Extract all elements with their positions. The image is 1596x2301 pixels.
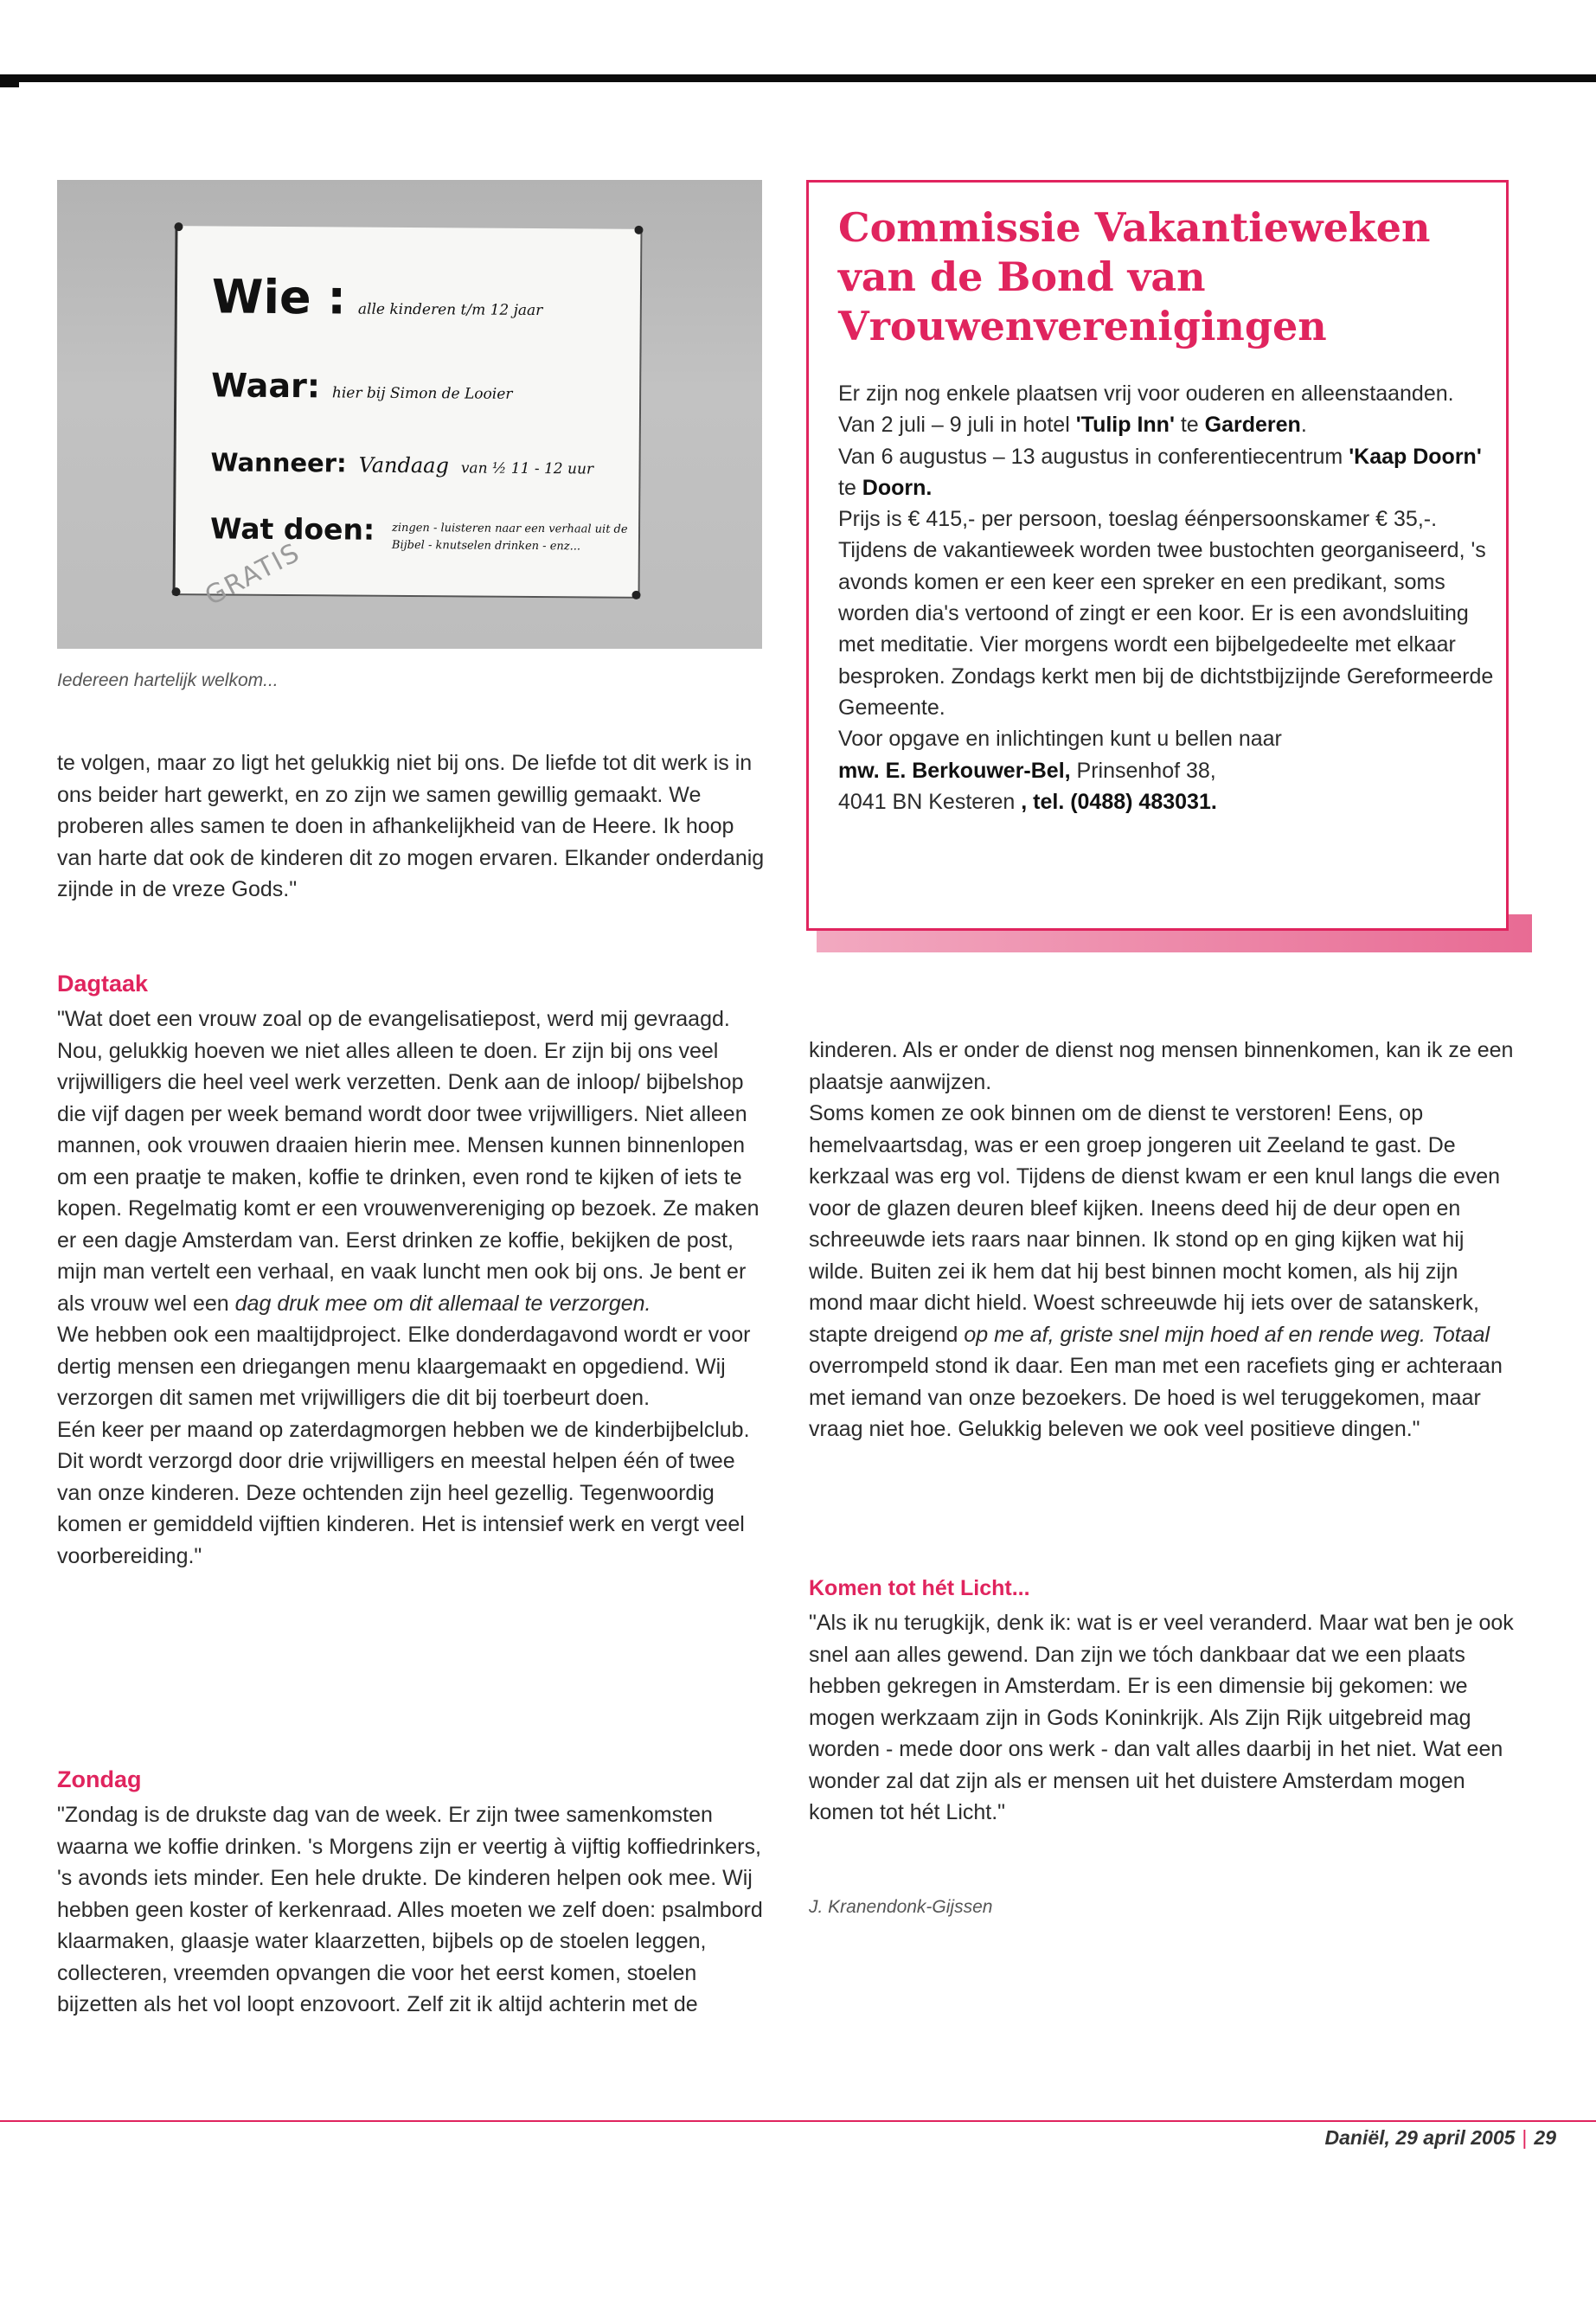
sign-wie-value: alle kinderen t/m 12 jaar: [357, 300, 543, 320]
right-para-2-end: overrompeld stond ik daar. Een man met een racefiets ging er achteraan met iemand van onze bezoekers. De hoed is wel teruggekomen, maar vraag niet hoe. Gelukkig beleven we ook veel positieve dingen.": [809, 1354, 1503, 1441]
pin-icon: [172, 587, 181, 596]
pin-icon: [631, 591, 640, 599]
sign-gratis: GRATIS: [200, 537, 306, 612]
heading-licht: Komen tot hét Licht...: [809, 1576, 1030, 1600]
notice-contact: [838, 755, 1496, 818]
footer-page-number: 29: [1534, 2126, 1556, 2149]
notice-para-5: Tijdens de vakantieweek worden twee bustochten georganiseerd, 's avonds komen er een keer een spreker en een predikant, soms worden dia's vertoond of zingt er een koor. Er is een avondsluiting met meditatie. Vier morgens wordt een bijbelgedeelte met elkaar besproken. Zondags kerkt men bij de dichtstbijzijnde Gereformeerde Gemeente.: [838, 538, 1494, 720]
notice-place-doorn: Doorn.: [862, 475, 933, 500]
right-body: [809, 1035, 1514, 1445]
notice-para-2: [838, 409, 1496, 440]
sign-wanneer-time: van ½ 11 - 12 uur: [460, 459, 594, 478]
notice-venue: 'Kaap Doorn': [1349, 444, 1482, 469]
notice-para-3-mid: te: [838, 475, 862, 500]
sign-waar-key: Waar:: [211, 366, 321, 406]
notice-place-garderen: Garderen: [1204, 413, 1301, 438]
dagtaak-para-2: We hebben ook een maaltijdproject. Elke donderdagavond wordt er voor dertig mensen een driegangen menu klaargemaakt en opgediend. Wij verzorgen dit samen met vrijwilligers die dit bij toerbeurt doen.: [57, 1323, 751, 1410]
page-footer: [1325, 2126, 1556, 2150]
left-intro-text: te volgen, maar zo ligt het gelukkig niet bij ons. De liefde tot dit werk is in ons beider hart gewerkt, en zo zijn we samen gewillig gemaakt. We proberen alles samen te doen in afhankelijkheid van de Heere. Ik hoop van harte dat ook de kinderen dit zo mogen ervaren. Elkander onderdanig zijnde in de vreze Gods.": [57, 751, 765, 901]
notice-contact-name: mw. E. Berkouwer-Bel,: [838, 758, 1071, 783]
left-intro: [57, 747, 766, 906]
notice-contact-street: Prinsenhof 38,: [1070, 758, 1216, 783]
sign-watdoen-key: Wat doen:: [209, 511, 375, 547]
notice-para-3: [838, 441, 1496, 504]
notice-price: Prijs is € 415,- per persoon, toeslag éénpersoonskamer € 35,-.: [838, 507, 1438, 532]
dagtaak-para-1-italic: dag druk mee om dit allemaal te verzorgen.: [234, 1291, 651, 1316]
sign-watdoen-value: zingen - luisteren naar een verhaal uit de Bijbel - knutselen drinken - enz...: [391, 521, 628, 554]
zondag-para-1: "Zondag is de drukste dag van de week. Er zijn twee samenkomsten waarna we koffie drinken. 's Morgens zijn er veertig à vijftig koffiedrinkers, 's avonds iets minder. Een hele drukte. De kinderen helpen ook mee. Wij hebben geen koster of kerkenraad. Alles moeten we zelf doen: psalmbord klaarmaken, glaasje water klaarzetten, bijbels op de stoelen leggen, collecteren, vreemden opvangen die voor het eerst komen, stoelen bijzetten als het vol loopt enzovoort. Zelf zit ik altijd achterin met de: [57, 1803, 763, 2016]
top-rule: [0, 74, 1596, 82]
notice-para-2-text: Van 2 juli – 9 juli in hotel: [838, 413, 1076, 438]
sign-wie: [212, 269, 543, 326]
right-para-1: kinderen. Als er onder de dienst nog mensen binnenkomen, kan ik ze een plaatsje aanwijzen.: [809, 1038, 1514, 1094]
dagtaak-para-1: [57, 1003, 766, 1319]
right-para-2: [809, 1098, 1514, 1445]
right-para-2-text: Soms komen ze ook binnen om de dienst te verstoren! Eens, op hemelvaartsdag, was er een groep jongeren uit Zeeland te gast. De kerkzaal was erg vol. Tijdens de dienst kwam er een knul langs die even voor de glazen deuren bleef kijken. Ineens deed hij de deur open en schreeuwde iets raars naar binnen. Ik stond op en ging kijken wat hij wilde. Buiten zei ik hem dat hij best binnen mocht komen, als hij zijn mond maar dicht hield. Woest schreeuwde hij iets over de satanskerk, stapte dreigend: [809, 1101, 1501, 1347]
dagtaak-para-1-text: "Wat doet een vrouw zoal op de evangelisatiepost, werd mij gevraagd. Nou, gelukkig hoeven we niet alles alleen te doen. Er zijn bij ons veel vrijwilligers die heel veel werk verzetten. Denk aan de inloop/ bijbelshop die vijf dagen per week bemand wordt door twee vrijwilligers. Niet alleen mannen, ook vrouwen draaien hierin mee. Mensen kunnen binnenlopen om een praatje te maken, koffie te drinken, even rond te kijken of iets te kopen. Regelmatig komt er een vrouwenvereniging op bezoek. Ze maken er een dagje Amsterdam van. Eerst drinken ze koffie, bekijken de post, mijn man vertelt een verhaal, en vaak luncht men ook bij ons. Je bent er als vrouw wel een: [57, 1007, 760, 1316]
notice-para-1: Er zijn nog enkele plaatsen vrij voor ouderen en alleenstaanden.: [838, 381, 1454, 406]
sign-wanneer-key: Wanneer:: [210, 447, 347, 478]
sign-waar-value: hier bij Simon de Looier: [331, 384, 513, 403]
bottom-rule: [0, 2120, 1596, 2122]
author-signature: J. Kranendonk-Gijssen: [809, 1897, 993, 1917]
sign-wie-key: Wie :: [211, 269, 347, 325]
photo-caption: Iedereen hartelijk welkom...: [57, 670, 279, 690]
notice-contact-tel: , tel. (0488) 483031.: [1021, 789, 1217, 814]
dagtaak-para-3: Eén keer per maand op zaterdagmorgen hebben we de kinderbijbelclub. Dit wordt verzorgd door drie vrijwilligers en meestal helpen één of twee van onze kinderen. Deze ochtenden zijn heel gezellig. Tegenwoordig komen er gemiddeld vijftien kinderen. Het is intensief werk en vergt veel voorbereiding.": [57, 1417, 750, 1568]
licht-para: "Als ik nu terugkijk, denk ik: wat is er veel veranderd. Maar wat ben je ook snel aan alles gewend. Dan zijn we tóch dankbaar dat we een plaats hebben gekregen in Amsterdam. Er is een dimensie bij gekomen: we mogen werkzaam zijn in Gods Koninkrijk. Als Zijn Rijk uitgebreid mag worden - mede door ons werk - dan valt alles daarbij in het niet. Wat een wonder zal dat zijn als er mensen uit het duistere Amsterdam mogen komen tot hét Licht.": [809, 1611, 1514, 1824]
notice-hotel: 'Tulip Inn': [1075, 413, 1175, 438]
notice-para-6: Voor opgave en inlichtingen kunt u bellen naar: [838, 727, 1282, 752]
pin-icon: [634, 226, 643, 234]
notice-contact-city: 4041 BN Kesteren: [838, 789, 1022, 814]
notice-para-3-text: Van 6 augustus – 13 augustus in conferentiecentrum: [838, 444, 1349, 469]
dagtaak-body: [57, 1003, 766, 1572]
top-rule-tail: [0, 82, 19, 87]
sign-wanneer: [210, 447, 593, 479]
notice-box: [806, 180, 1509, 931]
right-para-2-italic: op me af, griste snel mijn hoed af en rende weg. Totaal: [964, 1322, 1490, 1347]
sign-wanneer-value: Vandaag: [358, 452, 449, 478]
photo-sign: [57, 180, 762, 649]
heading-zondag: Zondag: [57, 1766, 142, 1792]
pin-icon: [174, 222, 183, 231]
notice-para-2-end: .: [1300, 413, 1307, 438]
footer-separator: |: [1522, 2126, 1528, 2149]
zondag-body: [57, 1799, 766, 2021]
licht-body: [809, 1607, 1514, 1829]
sign-waar: [211, 366, 513, 406]
footer-publication: Daniël, 29 april 2005: [1324, 2126, 1516, 2149]
notice-body: [838, 378, 1496, 817]
notice-para-2-mid: te: [1174, 413, 1205, 438]
sign-board: [173, 226, 643, 612]
heading-dagtaak: Dagtaak: [57, 971, 149, 997]
notice-title: Commissie Vakantieweken van de Bond van Vrouwenverenigingen: [838, 204, 1431, 349]
